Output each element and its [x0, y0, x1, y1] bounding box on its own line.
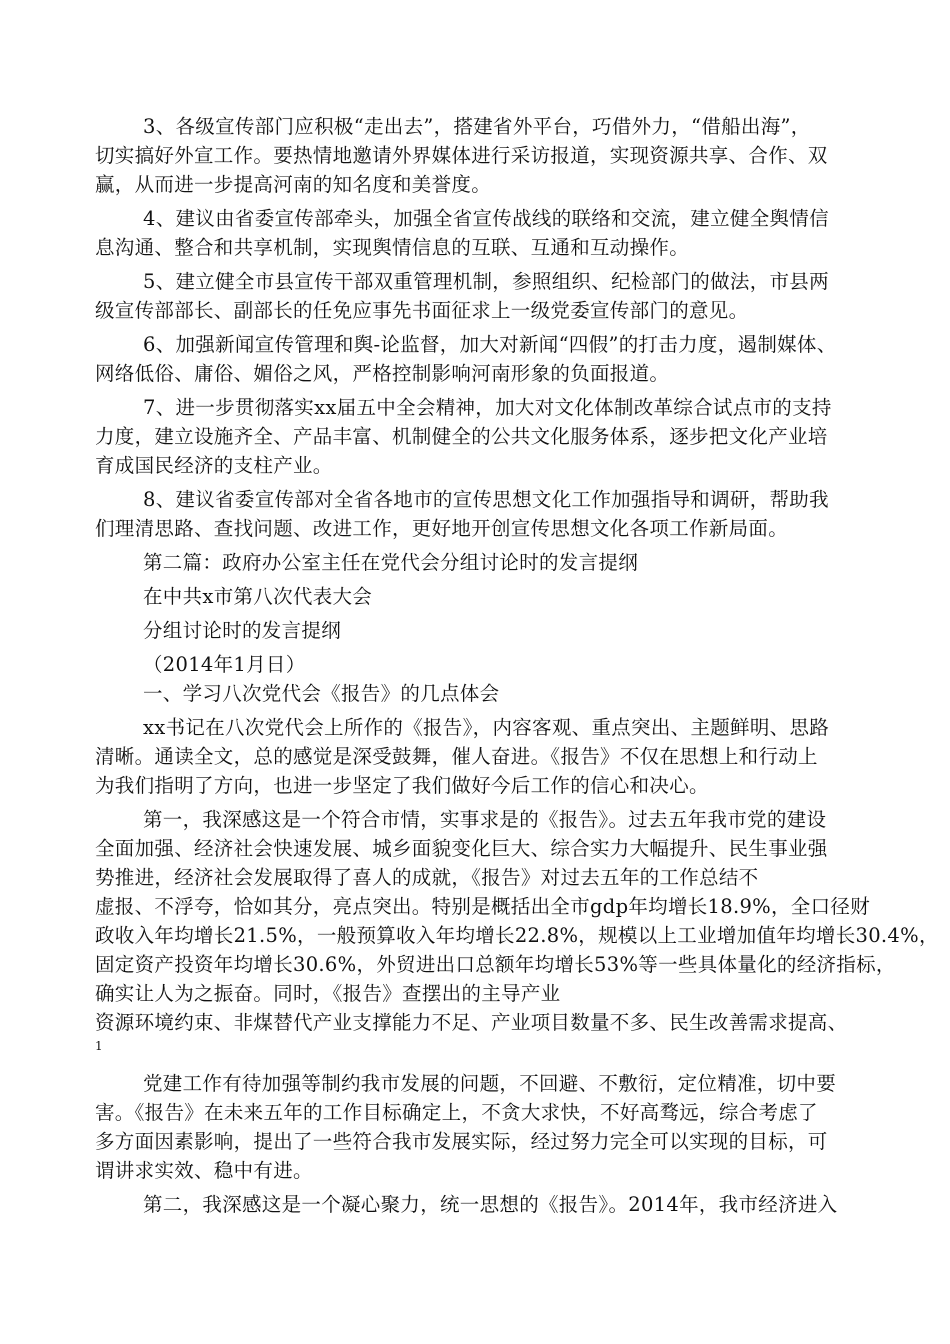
section-heading: 一、学习八次党代会《报告》的几点体会	[143, 682, 500, 705]
paragraph-line: 党建工作有待加强等制约我市发展的问题，不回避、不敷衍，定位精准，切中要	[143, 1072, 837, 1095]
document-title-line: 在中共x市第八次代表大会	[143, 585, 373, 608]
paragraph-line: 6、加强新闻宣传管理和舆-论监督，加大对新闻“四假”的打击力度，遏制媒体、	[143, 333, 837, 356]
paragraph-line: 8、建议省委宣传部对全省各地市的宣传思想文化工作加强指导和调研，帮助我	[143, 488, 829, 511]
paragraph-line: 力度，建立设施齐全、产品丰富、机制健全的公共文化服务体系，逐步把文化产业培	[95, 425, 828, 448]
paragraph-line: 育成国民经济的支柱产业。	[95, 454, 333, 477]
paragraph-line: 势推进，经济社会发展取得了喜人的成就，《报告》对过去五年的工作总结不	[95, 866, 759, 889]
paragraph-line: 全面加强、经济社会快速发展、城乡面貌变化巨大、综合实力大幅提升、民生事业强	[95, 837, 828, 860]
document-date: （2014年1月日）	[143, 653, 306, 676]
paragraph-line: 第二，我深感这是一个凝心聚力，统一思想的《报告》。2014年，我市经济进入	[143, 1193, 838, 1216]
paragraph-line: 虚报、不浮夸，恰如其分，亮点突出。特别是概括出全市gdp年均增长18.9%，全口径财	[95, 895, 870, 918]
paragraph-line: 第一，我深感这是一个符合市情，实事求是的《报告》。过去五年我市党的建设	[143, 808, 827, 831]
paragraph-line: 害。《报告》在未来五年的工作目标确定上，不贪大求快，不好高骛远，综合考虑了	[95, 1101, 818, 1124]
paragraph-line: 4、建议由省委宣传部牵头，加强全省宣传战线的联络和交流，建立健全舆情信	[143, 207, 829, 230]
document-page	[95, 112, 939, 1219]
page-number: 1	[95, 1039, 103, 1053]
paragraph-line: 3、各级宣传部门应积极“走出去”，搭建省外平台，巧借外力，“借船出海”，	[143, 115, 811, 138]
section-heading: 第二篇：政府办公室主任在党代会分组讨论时的发言提纲	[143, 551, 639, 574]
paragraph-line: 确实让人为之振奋。同时，《报告》查摆出的主导产业	[95, 982, 561, 1005]
paragraph-line: 政收入年均增长21.5%，一般预算收入年均增长22.8%，规模以上工业增加值年均增长30.4%，	[95, 924, 939, 947]
paragraph-line: 清晰。通读全文，总的感觉是深受鼓舞，催人奋进。《报告》不仅在思想上和行动上	[95, 745, 818, 768]
paragraph-line: 网络低俗、庸俗、媚俗之风，严格控制影响河南形象的负面报道。	[95, 362, 670, 385]
paragraph-line: 们理清思路、查找问题、改进工作，更好地开创宣传思想文化各项工作新局面。	[95, 517, 789, 540]
paragraph-line: xx书记在八次党代会上所作的《报告》，内容客观、重点突出、主题鲜明、思路	[143, 716, 830, 739]
paragraph-line: 为我们指明了方向，也进一步坚定了我们做好今后工作的信心和决心。	[95, 774, 709, 797]
paragraph-line: 5、建立健全市县宣传干部双重管理机制，参照组织、纪检部门的做法，市县两	[143, 270, 829, 293]
paragraph-line: 级宣传部部长、副部长的任免应事先书面征求上一级党委宣传部门的意见。	[95, 299, 749, 322]
paragraph-line: 资源环境约束、非煤替代产业支撑能力不足、产业项目数量不多、民生改善需求提高、	[95, 1011, 848, 1034]
paragraph-line: 固定资产投资年均增长30.6%，外贸进出口总额年均增长53%等一些具体量化的经济指标，	[95, 953, 896, 976]
paragraph-line: 切实搞好外宣工作。要热情地邀请外界媒体进行采访报道，实现资源共享、合作、双	[95, 144, 828, 167]
paragraph-line: 谓讲求实效、稳中有进。	[95, 1159, 313, 1182]
document-title-line: 分组讨论时的发言提纲	[143, 619, 342, 642]
paragraph-line: 多方面因素影响，提出了一些符合我市发展实际，经过努力完全可以实现的目标，可	[95, 1130, 828, 1153]
paragraph-line: 息沟通、整合和共享机制，实现舆情信息的互联、互通和互动操作。	[95, 236, 690, 259]
paragraph-line: 7、进一步贯彻落实xx届五中全会精神，加大对文化体制改革综合试点市的支持	[143, 396, 832, 419]
paragraph-line: 赢，从而进一步提高河南的知名度和美誉度。	[95, 173, 492, 196]
